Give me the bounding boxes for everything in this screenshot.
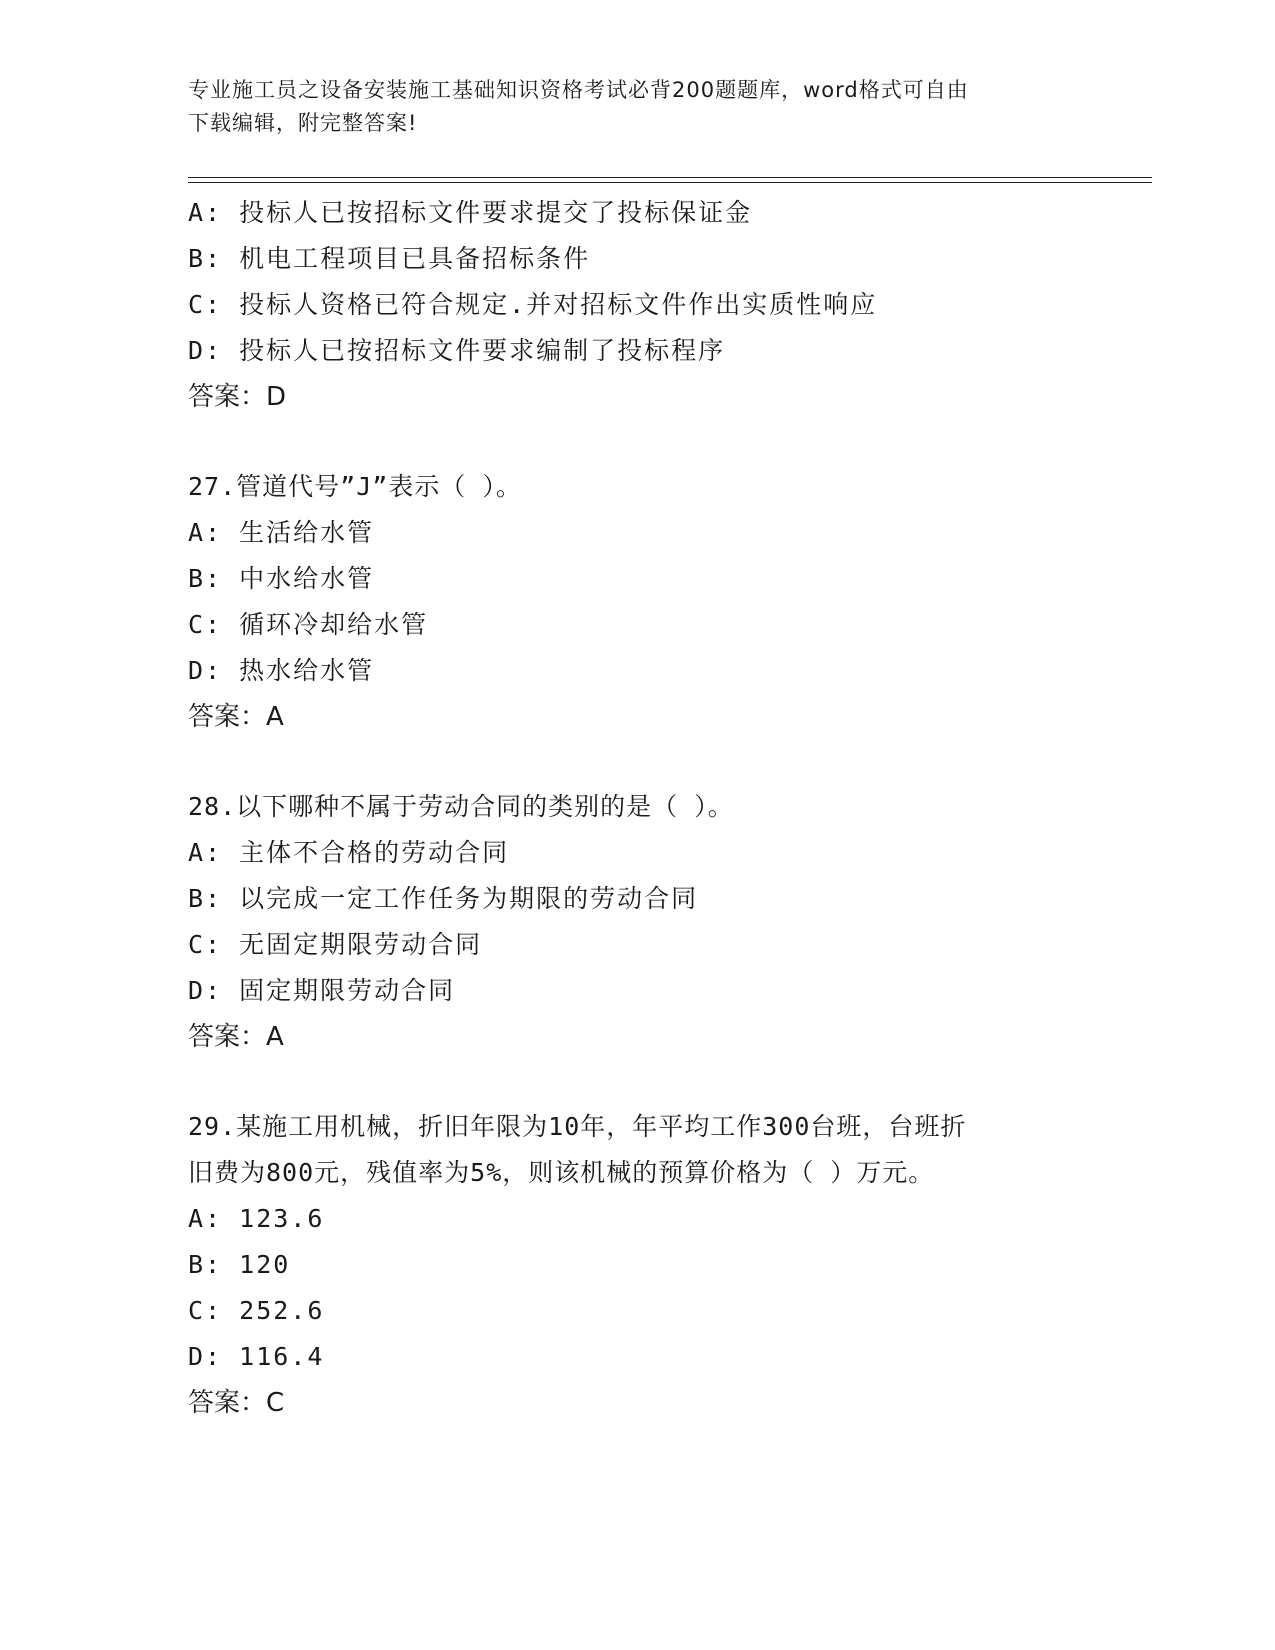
question-block-27	[188, 464, 1148, 740]
question-text: 28.以下哪种不属于劳动合同的类别的是（ ）。	[188, 792, 734, 821]
option-d: D: 116.4	[188, 1342, 325, 1371]
answer: 答案：A	[188, 702, 284, 732]
question-block-28	[188, 784, 1148, 1060]
option-b: B: 机电工程项目已具备招标条件	[188, 244, 591, 273]
option-d: D: 固定期限劳动合同	[188, 976, 456, 1005]
option-b: B: 120	[188, 1250, 291, 1279]
question-block-26	[188, 190, 1148, 420]
option-d: D: 热水给水管	[188, 656, 375, 685]
option-c: C: 无固定期限劳动合同	[188, 930, 483, 959]
document-body	[188, 190, 1148, 1426]
option-c: C: 252.6	[188, 1296, 325, 1325]
option-b: B: 以完成一定工作任务为期限的劳动合同	[188, 884, 699, 913]
question-block-29	[188, 1104, 1148, 1426]
option-a: A: 生活给水管	[188, 518, 375, 547]
option-a: A: 123.6	[188, 1204, 325, 1233]
question-text: 27.管道代号”J”表示（ ）。	[188, 472, 522, 501]
option-b: B: 中水给水管	[188, 564, 375, 593]
answer: 答案：D	[188, 382, 287, 412]
header-line-2: 下载编辑，附完整答案!	[188, 111, 418, 135]
option-a: A: 主体不合格的劳动合同	[188, 838, 510, 867]
option-c: C: 循环冷却给水管	[188, 610, 429, 639]
answer: 答案：A	[188, 1022, 284, 1052]
header-rule-bottom	[188, 182, 1152, 183]
answer: 答案：C	[188, 1388, 285, 1418]
option-c: C: 投标人资格已符合规定.并对招标文件作出实质性响应	[188, 290, 878, 319]
option-a: A: 投标人已按招标文件要求提交了投标保证金	[188, 198, 753, 227]
header-line-1: 专业施工员之设备安装施工基础知识资格考试必背200题题库，word格式可自由	[188, 78, 969, 102]
question-text-line-1: 29.某施工用机械，折旧年限为10年，年平均工作300台班，台班折	[188, 1112, 967, 1141]
option-d: D: 投标人已按招标文件要求编制了投标程序	[188, 336, 726, 365]
document-header	[188, 74, 1088, 140]
question-text-line-2: 旧费为800元，残值率为5%，则该机械的预算价格为（ ）万元。	[188, 1158, 935, 1187]
header-rule-top	[188, 177, 1152, 178]
